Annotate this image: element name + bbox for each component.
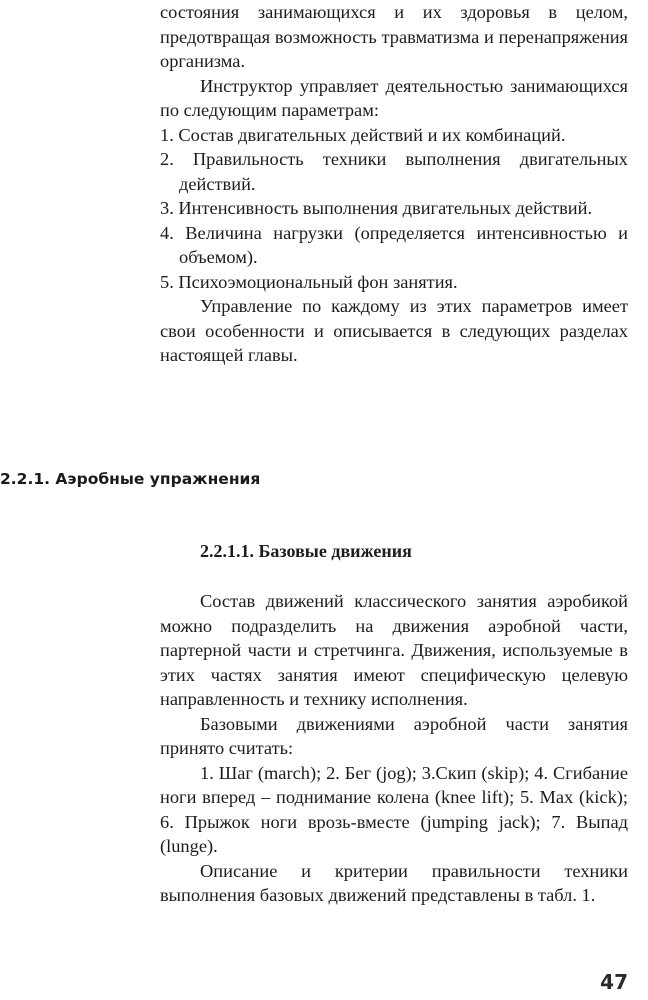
basic-moves-list-paragraph: 1. Шаг (march); 2. Бег (jog); 3.Скип (skip); 4. Сгибание ноги вперед – поднимание колена (knee lift); 5. Мах (kick); 6. Прыжок ноги врозь-вместе (jumping jack); 7. Выпад (lunge). [160,762,628,856]
parameter-item-1: 1. Состав двигательных действий и их комбинаций. [160,124,566,145]
page-number: 47 [600,970,628,994]
lower-text-block [160,589,628,908]
upper-text-block [160,0,628,368]
basic-moves-intro-paragraph: Базовыми движениями аэробной части занятия принято считать: [160,713,628,758]
management-paragraph: Управление по каждому из этих параметров имеет свои особенности и описывается в следующих разделах настоящей главы. [160,296,628,365]
composition-paragraph: Состав движений классического занятия аэробикой можно подразделить на движения аэробной части, партерной части и стретчинга. Движения, используемые в этих частях занятия имеют специфическую целевую направленность и технику исполнения. [160,591,628,709]
section-heading: 2.2.1. Аэробные упражнения [0,470,261,488]
parameter-item-5: 5. Психоэмоциональный фон занятия. [160,271,458,292]
parameter-item-3: 3. Интенсивность выполнения двигательных действий. [160,198,593,218]
parameter-item-2: 2. Правильность техники выполнения двигательных действий. [160,149,628,194]
description-paragraph: Описание и критерии правильности техники выполнения базовых движений представлены в табл. 1. [160,860,628,905]
subsection-heading: 2.2.1.1. Базовые движения [200,541,412,561]
continuation-paragraph: состояния занимающихся и их здоровья в целом, предотвращая возможность травматизма и перенапряжения организма. [160,2,628,71]
instructor-paragraph: Инструктор управляет деятельностью занимающихся по следующим параметрам: [160,75,628,120]
parameter-item-4: 4. Величина нагрузки (определяется интенсивностью и объемом). [160,222,628,267]
